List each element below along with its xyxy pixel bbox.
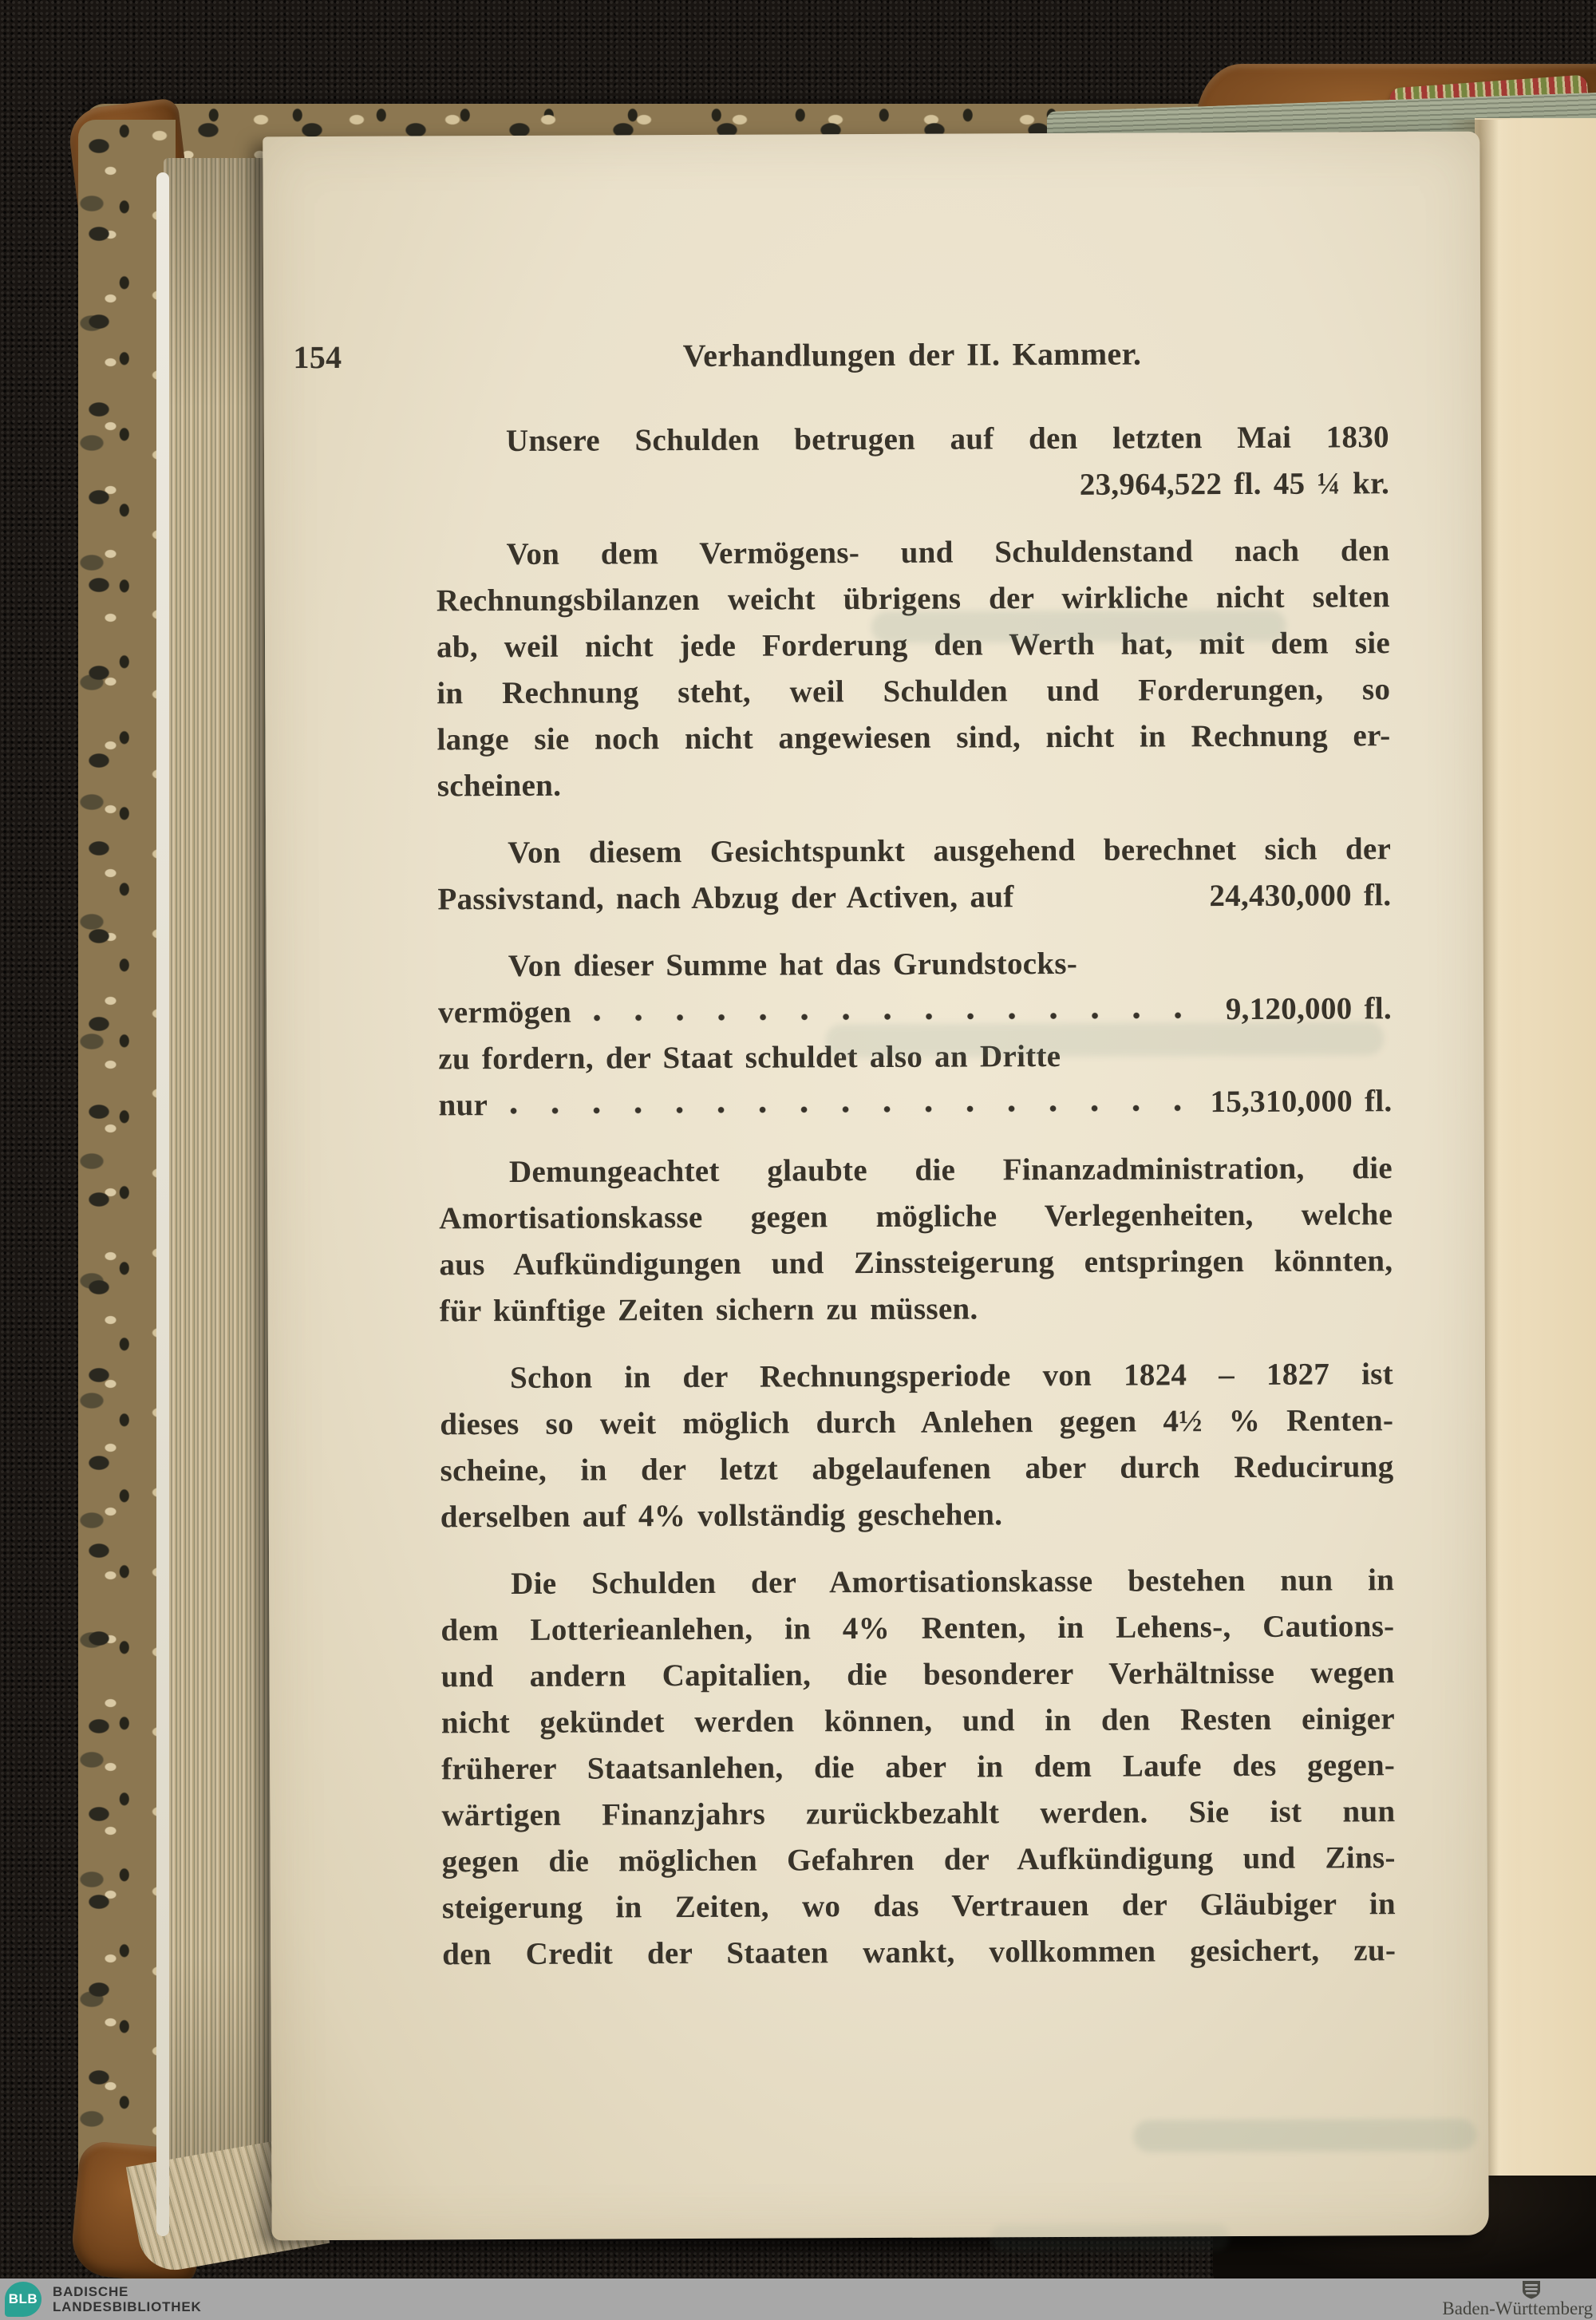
text-line: Unsere Schulden betrugen auf den letzten Mai 1830 [505, 420, 1390, 459]
footer-bar [0, 2279, 1596, 2320]
text-line: dieses so weit möglich durch Anlehen gegen 4½ % Renten- [440, 1403, 1394, 1442]
text-line: vermögen 9,120,000 fl. [438, 986, 1392, 1036]
paragraph [436, 414, 1389, 511]
text-line: Amortisationskasse gegen mögliche Verlegenheiten, welche [439, 1197, 1393, 1236]
paragraph [436, 528, 1391, 809]
blb-badge-icon: BLB [5, 2282, 41, 2317]
text-line: Passivstand, nach Abzug der Activen, auf 24,430,000 fl. [437, 878, 1392, 917]
paragraph [440, 1351, 1394, 1540]
text-line: Rechnungsbilanzen weicht übrigens der wirkliche nicht selten [436, 579, 1390, 619]
body-paragraphs [436, 414, 1396, 1978]
text-line: in Rechnung steht, weil Schulden und Forderungen, so [437, 672, 1391, 711]
running-header: Verhandlungen der II. Kammer. [682, 335, 1142, 374]
text-line: wärtigen Finanzjahrs zurückbezahlt werden. Sie ist nun [441, 1794, 1396, 1833]
text-line: zu fordern, der Staat schuldet also an Dritte [438, 1038, 1061, 1077]
book-page [263, 132, 1488, 2241]
text-line: Schon in der Rechnungsperiode von 1824 – 1827 ist [509, 1357, 1394, 1396]
baden-wuerttemberg-logo [1442, 2279, 1593, 2320]
page-text-block [293, 333, 1396, 1998]
text-line: lange sie noch nicht angewiesen sind, nicht in Rechnung er- [437, 718, 1391, 757]
paragraph [439, 1145, 1393, 1334]
text-line: Demungeachtet glaubte die Finanzadministration, die [508, 1151, 1393, 1190]
first-page-edge [156, 172, 169, 2236]
text-line: Die Schulden der Amortisationskasse bestehen nun in [511, 1563, 1395, 1601]
library-name [53, 2284, 202, 2314]
coat-of-arms-icon [1521, 2280, 1542, 2299]
text-line: den Credit der Staaten wankt, vollkommen gesichert, zu- [442, 1933, 1396, 1972]
show-through-smudge [825, 1022, 1384, 1057]
text-line: scheine, in der letzt abgelaufenen aber durch Reducirung [440, 1449, 1394, 1488]
text-line: steigerung in Zeiten, wo das Vertrauen der Gläubiger in [441, 1887, 1396, 1926]
text-line: ab, weil nicht jede Forderung den Werth hat, mit dem sie [436, 626, 1391, 665]
text-line: nicht gekündet werden können, und in den Resten einiger [440, 1701, 1396, 1741]
text-line: scheinen. [437, 768, 562, 804]
text-line: früherer Staatsanlehen, die aber in dem Laufe des gegen- [441, 1748, 1396, 1787]
spacer [1014, 906, 1210, 907]
paragraph [440, 1557, 1396, 1978]
show-through-smudge [1133, 2119, 1476, 2152]
show-through-smudge [871, 610, 1286, 643]
text-line: für künftige Zeiten sichern zu müssen. [439, 1291, 978, 1329]
state-name: Baden-Württemberg [1442, 2298, 1593, 2318]
text-line: Von diesem Gesichtspunkt ausgehend berechnet sich der [508, 832, 1392, 871]
dot-leader [508, 1079, 1193, 1128]
blb-logo [0, 2279, 202, 2320]
text-line: aus Aufkündigungen und Zinssteigerung entspringen könnten, [439, 1243, 1393, 1283]
show-through-smudge [990, 2223, 1230, 2251]
page-header-row [293, 333, 1389, 377]
library-name-line2: LANDESBIBLIOTHEK [53, 2299, 202, 2314]
text-line: Von dieser Summe hat das Grundstocks- [508, 946, 1078, 984]
text-line: nur 15,310,000 fl. [438, 1078, 1392, 1128]
text-line: dem Lotterieanlehen, in 4% Renten, in Lehens-, Cautions- [440, 1609, 1395, 1648]
text-line: Von dem Vermögens- und Schuldenstand nach den [506, 533, 1390, 572]
library-name-line1: BADISCHE [53, 2284, 129, 2299]
text-line: und andern Capitalien, die besonderer Verhältnisse wegen [440, 1655, 1395, 1694]
page-number: 154 [293, 338, 342, 376]
text-line: derselben auf 4% vollständig geschehen. [440, 1497, 1003, 1535]
text-line: 23,964,522 fl. 45 ¼ kr. [1079, 466, 1390, 502]
paragraph [437, 826, 1391, 923]
text-line: gegen die möglichen Gefahren der Aufkündigung und Zins- [441, 1840, 1396, 1879]
